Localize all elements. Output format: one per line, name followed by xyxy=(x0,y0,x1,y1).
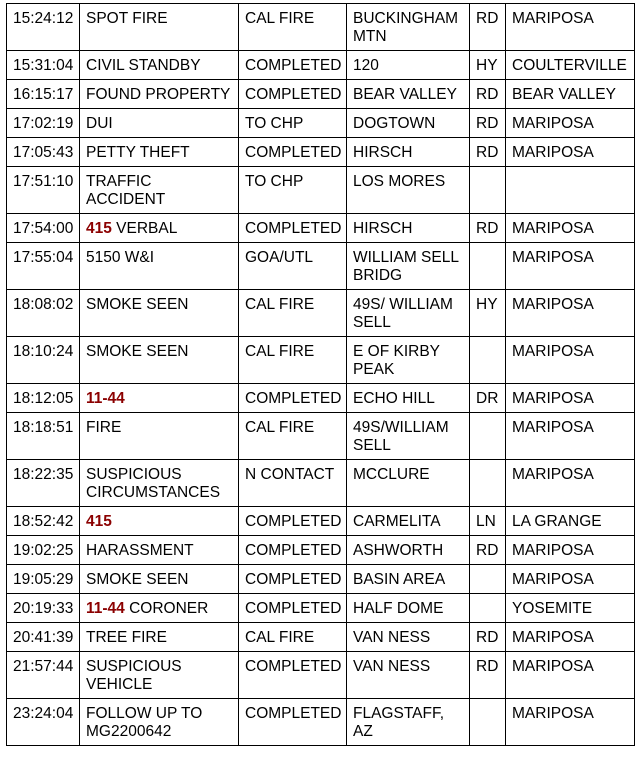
city-cell: COULTERVILLE xyxy=(506,51,635,80)
suffix-cell: HY xyxy=(470,51,506,80)
call-log-body xyxy=(7,4,635,746)
street-cell: VAN NESS xyxy=(347,623,470,652)
city-cell xyxy=(506,167,635,214)
table-row xyxy=(7,413,635,460)
table-row xyxy=(7,565,635,594)
street-cell: BASIN AREA xyxy=(347,565,470,594)
table-row xyxy=(7,4,635,51)
city-cell: MARIPOSA xyxy=(506,384,635,413)
incident-cell xyxy=(80,594,239,623)
suffix-cell: RD xyxy=(470,4,506,51)
incident-cell xyxy=(80,167,239,214)
time-cell: 19:05:29 xyxy=(7,565,80,594)
time-cell: 17:54:00 xyxy=(7,214,80,243)
disposition-cell: COMPLETED xyxy=(239,507,347,536)
street-cell: FLAGSTAFF, AZ xyxy=(347,699,470,746)
incident-cell xyxy=(80,699,239,746)
suffix-cell: DR xyxy=(470,384,506,413)
incident-cell xyxy=(80,109,239,138)
time-cell: 16:15:17 xyxy=(7,80,80,109)
incident-cell xyxy=(80,536,239,565)
incident-text: FOLLOW UP TO MG2200642 xyxy=(86,705,207,740)
table-row xyxy=(7,652,635,699)
time-cell: 23:24:04 xyxy=(7,699,80,746)
street-cell: MCCLURE xyxy=(347,460,470,507)
incident-text: HARASSMENT xyxy=(86,542,194,559)
incident-text: 5150 W&I xyxy=(86,249,155,266)
time-cell: 21:57:44 xyxy=(7,652,80,699)
city-cell: MARIPOSA xyxy=(506,623,635,652)
city-cell: MARIPOSA xyxy=(506,337,635,384)
table-row xyxy=(7,536,635,565)
incident-code: 11-44 xyxy=(86,390,125,407)
suffix-cell xyxy=(470,167,506,214)
time-cell: 17:55:04 xyxy=(7,243,80,290)
time-cell: 20:41:39 xyxy=(7,623,80,652)
city-cell: BEAR VALLEY xyxy=(506,80,635,109)
table-row xyxy=(7,214,635,243)
incident-text: TREE FIRE xyxy=(86,629,167,646)
incident-code: 415 xyxy=(86,513,112,530)
suffix-cell: RD xyxy=(470,536,506,565)
time-cell: 18:52:42 xyxy=(7,507,80,536)
incident-cell xyxy=(80,623,239,652)
table-row xyxy=(7,623,635,652)
incident-cell xyxy=(80,507,239,536)
suffix-cell xyxy=(470,699,506,746)
suffix-cell xyxy=(470,337,506,384)
city-cell: YOSEMITE xyxy=(506,594,635,623)
street-cell: ASHWORTH xyxy=(347,536,470,565)
incident-text: SPOT FIRE xyxy=(86,10,168,27)
city-cell: MARIPOSA xyxy=(506,652,635,699)
time-cell: 18:12:05 xyxy=(7,384,80,413)
suffix-cell: RD xyxy=(470,109,506,138)
suffix-cell: LN xyxy=(470,507,506,536)
incident-cell xyxy=(80,460,239,507)
time-cell: 18:18:51 xyxy=(7,413,80,460)
incident-text: CORONER xyxy=(124,600,209,617)
suffix-cell xyxy=(470,594,506,623)
incident-text: TRAFFIC ACCIDENT xyxy=(86,173,166,208)
suffix-cell xyxy=(470,243,506,290)
table-row xyxy=(7,80,635,109)
street-cell: VAN NESS xyxy=(347,652,470,699)
suffix-cell: RD xyxy=(470,138,506,167)
edge-mark xyxy=(634,637,635,661)
disposition-cell: CAL FIRE xyxy=(239,290,347,337)
disposition-cell: CAL FIRE xyxy=(239,623,347,652)
street-cell: BEAR VALLEY xyxy=(347,80,470,109)
incident-text: SMOKE SEEN xyxy=(86,571,189,588)
incident-code: 11-44 xyxy=(86,600,125,617)
time-cell: 18:10:24 xyxy=(7,337,80,384)
incident-text: SMOKE SEEN xyxy=(86,343,189,360)
incident-text: SMOKE SEEN xyxy=(86,296,189,313)
disposition-cell: CAL FIRE xyxy=(239,4,347,51)
incident-text: PETTY THEFT xyxy=(86,144,190,161)
incident-text: SUSPICIOUS VEHICLE xyxy=(86,658,186,693)
incident-cell xyxy=(80,51,239,80)
incident-text: SUSPICIOUS CIRCUMSTANCES xyxy=(86,466,221,501)
table-row xyxy=(7,507,635,536)
city-cell: MARIPOSA xyxy=(506,536,635,565)
suffix-cell xyxy=(470,413,506,460)
table-row xyxy=(7,384,635,413)
disposition-cell: TO CHP xyxy=(239,167,347,214)
disposition-cell: GOA/UTL xyxy=(239,243,347,290)
incident-text: CIVIL STANDBY xyxy=(86,57,201,74)
time-cell: 19:02:25 xyxy=(7,536,80,565)
incident-cell xyxy=(80,652,239,699)
suffix-cell: RD xyxy=(470,80,506,109)
time-cell: 17:02:19 xyxy=(7,109,80,138)
time-cell: 17:05:43 xyxy=(7,138,80,167)
incident-cell xyxy=(80,80,239,109)
table-row xyxy=(7,460,635,507)
table-row xyxy=(7,51,635,80)
suffix-cell: RD xyxy=(470,652,506,699)
table-row xyxy=(7,243,635,290)
table-row xyxy=(7,290,635,337)
city-cell: LA GRANGE xyxy=(506,507,635,536)
disposition-cell: COMPLETED xyxy=(239,138,347,167)
suffix-cell xyxy=(470,460,506,507)
disposition-cell: CAL FIRE xyxy=(239,337,347,384)
suffix-cell: RD xyxy=(470,623,506,652)
city-cell: MARIPOSA xyxy=(506,214,635,243)
disposition-cell: TO CHP xyxy=(239,109,347,138)
disposition-cell: COMPLETED xyxy=(239,594,347,623)
street-cell: ECHO HILL xyxy=(347,384,470,413)
disposition-cell: COMPLETED xyxy=(239,80,347,109)
table-row xyxy=(7,594,635,623)
time-cell: 17:51:10 xyxy=(7,167,80,214)
incident-cell xyxy=(80,413,239,460)
disposition-cell: COMPLETED xyxy=(239,652,347,699)
incident-cell xyxy=(80,243,239,290)
incident-cell xyxy=(80,565,239,594)
incident-cell xyxy=(80,290,239,337)
time-cell: 15:24:12 xyxy=(7,4,80,51)
street-cell: CARMELITA xyxy=(347,507,470,536)
table-row xyxy=(7,699,635,746)
time-cell: 20:19:33 xyxy=(7,594,80,623)
street-cell: E OF KIRBY PEAK xyxy=(347,337,470,384)
table-row xyxy=(7,337,635,384)
disposition-cell: COMPLETED xyxy=(239,214,347,243)
table-row xyxy=(7,109,635,138)
street-cell: 49S/ WILLIAM SELL xyxy=(347,290,470,337)
incident-cell xyxy=(80,138,239,167)
table-row xyxy=(7,167,635,214)
suffix-cell: RD xyxy=(470,214,506,243)
incident-text: DUI xyxy=(86,115,113,132)
incident-cell xyxy=(80,214,239,243)
city-cell: MARIPOSA xyxy=(506,109,635,138)
incident-text: VERBAL xyxy=(111,220,178,237)
street-cell: DOGTOWN xyxy=(347,109,470,138)
incident-code: 415 xyxy=(86,220,112,237)
table-row xyxy=(7,138,635,167)
time-cell: 18:08:02 xyxy=(7,290,80,337)
city-cell: MARIPOSA xyxy=(506,413,635,460)
incident-text: FIRE xyxy=(86,419,122,436)
incident-text: FOUND PROPERTY xyxy=(86,86,231,103)
disposition-cell: COMPLETED xyxy=(239,384,347,413)
time-cell: 18:22:35 xyxy=(7,460,80,507)
city-cell: MARIPOSA xyxy=(506,243,635,290)
street-cell: HIRSCH xyxy=(347,214,470,243)
disposition-cell: COMPLETED xyxy=(239,51,347,80)
city-cell: MARIPOSA xyxy=(506,699,635,746)
call-log-table xyxy=(6,3,635,746)
incident-cell xyxy=(80,384,239,413)
street-cell: WILLIAM SELL BRIDG xyxy=(347,243,470,290)
street-cell: HIRSCH xyxy=(347,138,470,167)
disposition-cell: CAL FIRE xyxy=(239,413,347,460)
city-cell: MARIPOSA xyxy=(506,565,635,594)
street-cell: BUCKINGHAM MTN xyxy=(347,4,470,51)
disposition-cell: COMPLETED xyxy=(239,565,347,594)
city-cell: MARIPOSA xyxy=(506,4,635,51)
suffix-cell: HY xyxy=(470,290,506,337)
disposition-cell: COMPLETED xyxy=(239,699,347,746)
street-cell: HALF DOME xyxy=(347,594,470,623)
disposition-cell: N CONTACT xyxy=(239,460,347,507)
street-cell: 120 xyxy=(347,51,470,80)
street-cell: 49S/WILLIAM SELL xyxy=(347,413,470,460)
city-cell: MARIPOSA xyxy=(506,290,635,337)
city-cell: MARIPOSA xyxy=(506,460,635,507)
incident-cell xyxy=(80,337,239,384)
disposition-cell: COMPLETED xyxy=(239,536,347,565)
time-cell: 15:31:04 xyxy=(7,51,80,80)
city-cell: MARIPOSA xyxy=(506,138,635,167)
incident-cell xyxy=(80,4,239,51)
street-cell: LOS MORES xyxy=(347,167,470,214)
suffix-cell xyxy=(470,565,506,594)
